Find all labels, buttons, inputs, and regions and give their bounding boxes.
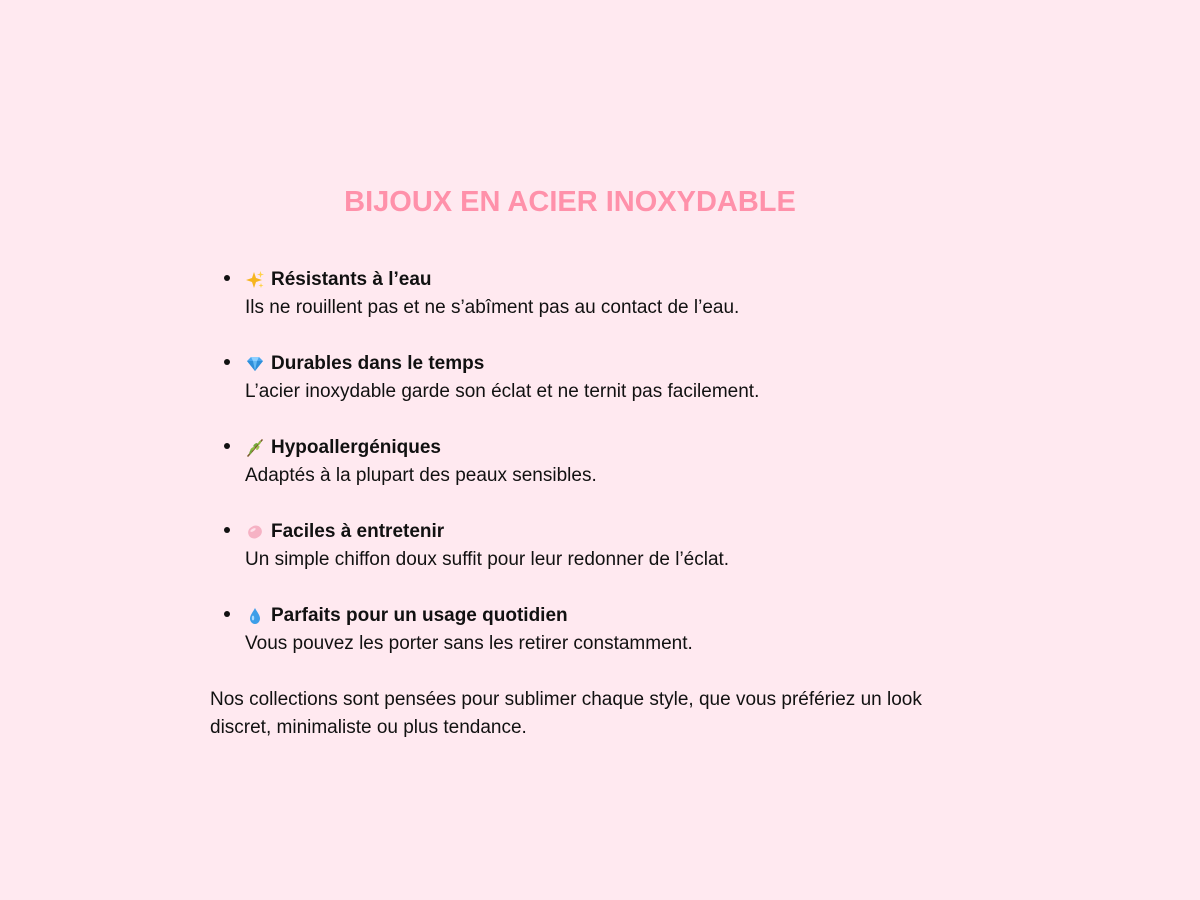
feature-title: Hypoallergéniques [271, 437, 441, 458]
feature-text: Vous pouvez les porter sans les retirer constamment. [245, 633, 693, 654]
features-list [210, 266, 990, 658]
feature-title: Faciles à entretenir [271, 521, 445, 542]
bullet-icon [224, 443, 230, 449]
feature-title: Durables dans le temps [271, 353, 485, 374]
product-description [210, 183, 990, 742]
feature-item [210, 518, 990, 574]
feature-text: L’acier inoxydable garde son éclat et ne ternit pas facilement. [245, 381, 760, 402]
feature-heading [245, 602, 990, 630]
feature-text: Un simple chiffon doux suffit pour leur redonner de l’éclat. [245, 549, 730, 570]
bullet-icon [224, 527, 230, 533]
feature-text: Ils ne rouillent pas et ne s’abîment pas au contact de l’eau. [245, 297, 740, 318]
droplet-icon [245, 606, 265, 626]
feature-title: Parfaits pour un usage quotidien [271, 605, 568, 626]
soap-icon [245, 522, 265, 542]
feature-heading [245, 518, 990, 546]
feature-heading [245, 350, 990, 378]
sparkles-icon [245, 270, 265, 290]
bullet-icon [224, 275, 230, 281]
bullet-icon [224, 359, 230, 365]
gem-icon [245, 354, 265, 374]
feature-text: Adaptés à la plupart des peaux sensibles. [245, 465, 597, 486]
feature-heading [245, 434, 990, 462]
bullet-icon [224, 611, 230, 617]
feature-item [210, 602, 990, 658]
feature-title: Résistants à l’eau [271, 269, 432, 290]
closing-paragraph: Nos collections sont pensées pour sublimer chaque style, que vous préfériez un look discret, minimaliste ou plus tendance. [210, 689, 922, 738]
feature-item [210, 350, 990, 406]
page-title: BIJOUX EN ACIER INOXYDABLE [344, 186, 796, 218]
feature-item [210, 266, 990, 322]
feature-heading [245, 266, 990, 294]
feature-item [210, 434, 990, 490]
leaf-icon [245, 438, 265, 458]
